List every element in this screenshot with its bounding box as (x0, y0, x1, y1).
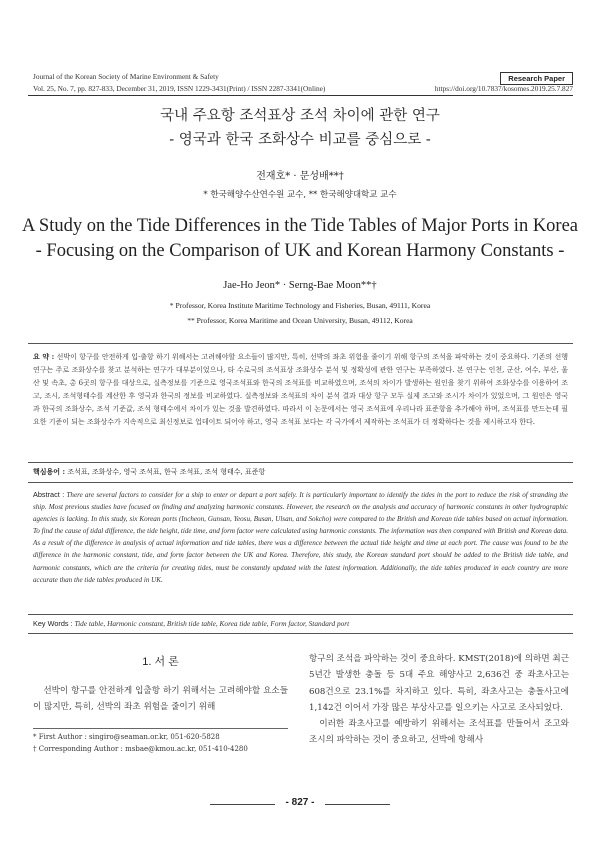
abstract-en-text: There are several factors to consider for a ship to enter or depart a port safely. It is particularly important to identify the tides in the port to reduce the risk of stranding the ship. Most previous studies have focused on finding and analyzing harmonic constants. However, the research on the analysis and accuracy of harmonic constants in other hydrographic agencies is lacking. In this study, six Korean ports (Incheon, Gunsan, Yeosu, Busan, Ulsan, and Sokcho) were compared to the British and Korean tide tables based on actual information. To find the cause of tidal difference, the tide height, tide time, and form factor were calculated using harmonic constants. The information was then compared with British and Korean data. As a result of the difference in analysis of actual information and tide tables, there was a difference between the actual tide height and time at each port. The cause was found to be the difference in the harmonic constant, tide, and form factor between the UK and Korea. Therefore, this study, the Korean standard port should be added to the British tide table, and harmonic constants, which are the criteria for creating tides, must be constantly updated with the latest information. Additionally, the tide tables produced in each country are more accurate than the tide tables produced in UK. (33, 491, 568, 584)
title-en-line2: - Focusing on the Comparison of UK and Korean Harmony Constants - (35, 241, 565, 261)
body-right-para-1: 항구의 조석을 파악하는 것이 중요하다. KMST(2018)에 의하면 최근 5년간 발생한 충돌 등 5대 주요 해양사고 2,636건 중 좌초사고는 608건으로 23.1%를 차지하고 있다. 특히, 좌초사고는 충돌사고에 1,142건 이어서 가장 많은 부상사고를 일으키는 사고로 조사되었다. (309, 654, 569, 713)
abstract-top-rule (28, 343, 573, 344)
footnote-first-author: * First Author : singiro@seaman.or.kr, 051-620-5828 (33, 733, 220, 741)
journal-name: Journal of the Korean Society of Marine Environment & Safety (33, 72, 219, 81)
title-en-line1: A Study on the Tide Differences in the Tide Tables of Major Ports in Korea (21, 216, 579, 236)
keywords-ko-rule (28, 482, 573, 483)
page-number: - 827 - (285, 797, 315, 808)
abstract-ko-rule (28, 462, 573, 463)
body-left-column: 선박이 항구를 안전하게 입출항 하기 위해서는 고려해야할 요소들이 많지만, 특히, 선박의 좌초 위험을 줄이기 위해 (33, 686, 288, 713)
authors-ko: 전재호* · 문성배**† (256, 171, 344, 182)
doi-link[interactable]: https://doi.org/10.7837/kosomes.2019.25.7.827 (434, 84, 573, 93)
keywords-ko-label: 핵심용어 : (33, 467, 66, 476)
abstract-en-label: Abstract : (33, 490, 65, 499)
abstract-ko-label: 요 약 : (33, 352, 55, 361)
keywords-en (33, 619, 568, 628)
affiliation-en-1: * Professor, Korea Institute Maritime Technology and Fisheries, Busan, 49111, Korea (169, 301, 431, 310)
keywords-en-label: Key Words : (33, 619, 73, 628)
keywords-ko (33, 467, 568, 477)
keywords-ko-text: 조석표, 조화상수, 영국 조석표, 한국 조석표, 조석 형태수, 표준항 (67, 468, 266, 476)
abstract-en-rule (28, 614, 573, 615)
footnote-corresponding: † Corresponding Author : msbae@kmou.ac.kr, 051-410-4280 (33, 744, 248, 753)
keywords-en-rule (28, 633, 573, 634)
authors-en: Jae-Ho Jeon* · Serng-Bae Moon**† (223, 280, 377, 291)
body-right-para-2: 이러한 좌초사고를 예방하기 위해서는 조석표를 만들어서 조고와 조시의 파악하는 것이 중요하고, 선박에 항해사 (309, 719, 569, 746)
title-ko-line1: 국내 주요항 조석표상 조석 차이에 관한 연구 (160, 108, 440, 124)
abstract-ko-text: 선박이 항구를 안전하게 입·출항 하기 위해서는 고려해야할 요소들이 많지만, 특히, 선박의 좌초 위험을 줄이기 위해 항구의 조석을 파악하는 것이 중요하다. 기존의 선행연구는 주로 조화상수를 찾고 분석하는 연구가 대부분이었으나, 타 수로국의 조석표상 조화상수 분석 및 정확성에 관한 연구는 부족하였다. 본 연구는 인천, 군산, 여수, 부산, 울산 및 속초, 총 6곳의 항구를 대상으로, 실측정보를 기준으로 영국조석표와 한국의 조석표를 비교하였으며, 조석의 차이가 발생하는 원인을 찾기 위하여 조화상수를 이용하여 조고, 조시, 조석형태수를 계산한 후 영국과 한국의 정보를 비교하였다. 실측정보와 조석표의 차이 분석 결과 대상 항구 모두 실제 조고와 조시가 차이가 있었으며, 그 원인은 영국과 한국의 조화상수, 조석 기준값, 조석 형태수에서 차이가 있는 것을 발견하였다. 따라서 이 논문에서는 영국 조석표에 우리나라 표준항을 추가해야 하며, 조석표를 만드는데 필요한 기준이 되는 조화상수가 지속적으로 최신정보로 업데이트 되어야 하고, 영국 조석표 보다는 각 국가에서 제작하는 조석표가 더 정확하다는 것을 제시하고자 한다. (33, 353, 568, 427)
keywords-en-text: Tide table, Harmonic constant, British tide table, Korea tide table, Form factor, Standard port (74, 619, 350, 628)
article-type-badge: Research Paper (500, 72, 573, 85)
title-ko-line2: - 영국과 한국 조화상수 비교를 중심으로 - (169, 132, 431, 148)
footnotes (33, 732, 288, 755)
header-rule (28, 95, 573, 96)
affiliation-en-2: ** Professor, Korea Maritime and Ocean University, Busan, 49112, Korea (187, 316, 413, 325)
volume-info: Vol. 25, No. 7, pp. 827-833, December 31, 2019, ISSN 1229-3431(Print) / ISSN 2287-3341(Online) (33, 84, 326, 93)
footnote-rule (33, 728, 288, 729)
abstract-en (33, 489, 568, 586)
abstract-ko (33, 350, 568, 430)
body-right-column (309, 651, 569, 749)
section-heading: 1. 서 론 (142, 656, 179, 668)
affiliation-ko: * 한국해양수산연수원 교수, ** 한국해양대학교 교수 (203, 190, 397, 200)
